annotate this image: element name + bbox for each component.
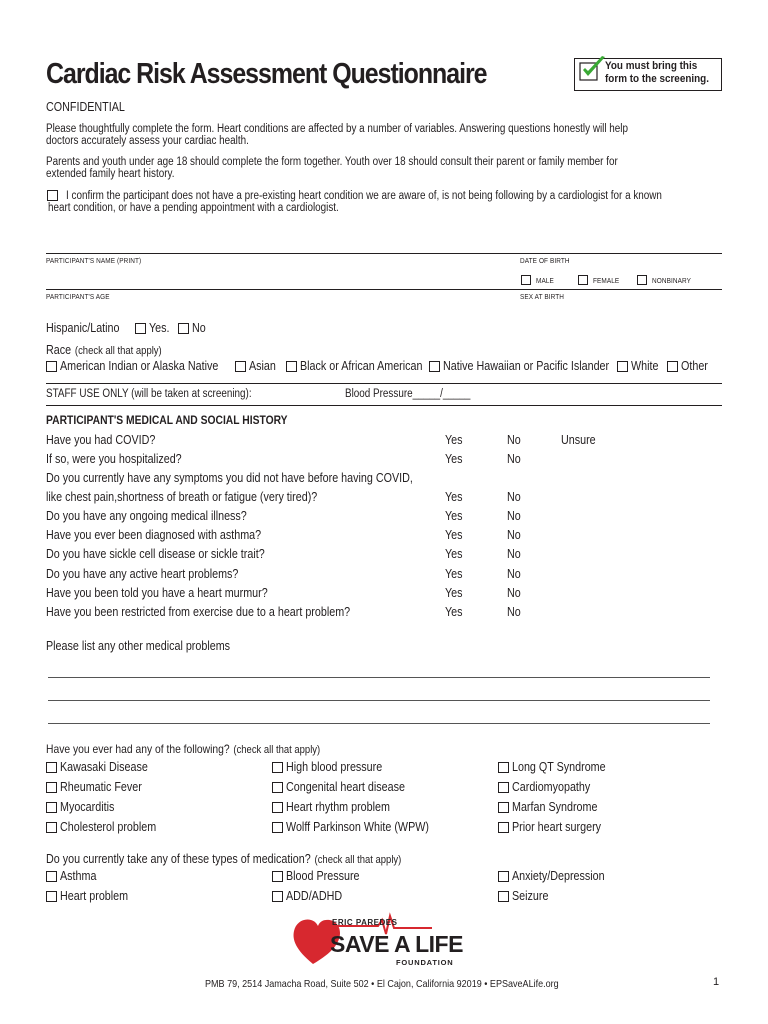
conditions-option[interactable] bbox=[498, 760, 621, 774]
conditions-option[interactable] bbox=[498, 820, 616, 834]
history-question: Do you currently have any symptoms you did not have before having COVID, bbox=[46, 471, 413, 485]
race-white[interactable]: White bbox=[617, 359, 663, 373]
option-label: Anxiety/Depression bbox=[512, 869, 605, 883]
page-title: Cardiac Risk Assessment Questionnaire bbox=[46, 58, 487, 90]
race-other[interactable]: Other bbox=[667, 359, 712, 373]
other-problems-label: Please list any other medical problems bbox=[46, 639, 231, 653]
option-checkbox[interactable] bbox=[272, 822, 283, 833]
history-question: Have you ever been diagnosed with asthma? bbox=[46, 528, 262, 542]
option-checkbox[interactable] bbox=[272, 802, 283, 813]
option-label: Cardiomyopathy bbox=[512, 780, 591, 794]
confirm-statement: I confirm the participant does not have a pre-existing heart condition we are aware of, is not being following by a cardiologist for a known heart condition, or have a pending appointment with a cardiologist. bbox=[47, 190, 662, 214]
conditions-option[interactable] bbox=[498, 800, 611, 814]
race-american-indian[interactable]: American Indian or Alaska Native bbox=[46, 359, 244, 373]
history-question: Have you had COVID? bbox=[46, 433, 156, 447]
option-label: Prior heart surgery bbox=[512, 820, 602, 834]
history-answer-yes[interactable]: Yes bbox=[445, 433, 463, 447]
medication-option[interactable] bbox=[498, 869, 620, 883]
race-pacific-islander[interactable]: Native Hawaiian or Pacific Islander bbox=[429, 359, 636, 373]
history-answer-no[interactable]: No bbox=[507, 567, 521, 581]
option-checkbox[interactable] bbox=[46, 782, 57, 793]
history-answer-no[interactable]: No bbox=[507, 490, 521, 504]
conditions-option[interactable] bbox=[272, 820, 452, 834]
conditions-heading: Have you ever had any of the following? (check all that apply) bbox=[46, 742, 321, 756]
option-label: Marfan Syndrome bbox=[512, 800, 598, 814]
history-question: If so, were you hospitalized? bbox=[46, 452, 182, 466]
name-field-label: PARTICIPANT'S NAME (PRINT) bbox=[46, 256, 142, 265]
history-answer-yes[interactable]: Yes bbox=[445, 605, 463, 619]
option-label: Asthma bbox=[60, 869, 97, 883]
history-answer-no[interactable]: No bbox=[507, 433, 521, 447]
option-label: Blood Pressure bbox=[286, 869, 360, 883]
option-label: Rheumatic Fever bbox=[60, 780, 142, 794]
history-answer-no[interactable]: No bbox=[507, 528, 521, 542]
age-sex-line[interactable] bbox=[46, 289, 722, 290]
medication-option[interactable] bbox=[272, 889, 351, 903]
sex-options: MALE FEMALE NONBINARY bbox=[521, 275, 697, 285]
save-a-life-logo bbox=[292, 912, 482, 968]
option-label: Long QT Syndrome bbox=[512, 760, 606, 774]
option-label: Congenital heart disease bbox=[286, 780, 405, 794]
confirm-checkbox[interactable] bbox=[47, 190, 58, 201]
option-label: Seizure bbox=[512, 889, 549, 903]
conditions-option[interactable] bbox=[46, 760, 162, 774]
footer-address: PMB 79, 2514 Jamacha Road, Suite 502 • El Cajon, California 92019 • EPSaveALife.org bbox=[205, 978, 559, 990]
confidential-label: CONFIDENTIAL bbox=[46, 100, 125, 114]
hispanic-no-checkbox[interactable] bbox=[178, 323, 189, 334]
option-label: High blood pressure bbox=[286, 760, 383, 774]
medication-option[interactable] bbox=[272, 869, 371, 883]
history-answer-unsure[interactable]: Unsure bbox=[561, 433, 596, 447]
logo-top-text: ERIC PAREDES bbox=[332, 918, 398, 927]
history-question: Have you been restricted from exercise due to a heart problem? bbox=[46, 605, 351, 619]
staff-top-rule bbox=[46, 383, 722, 384]
age-field-label: PARTICIPANT'S AGE bbox=[46, 292, 110, 301]
history-answer-yes[interactable]: Yes bbox=[445, 490, 463, 504]
history-question: Do you have sickle cell disease or sickle trait? bbox=[46, 547, 265, 561]
option-label: Cholesterol problem bbox=[60, 820, 157, 834]
conditions-option[interactable] bbox=[272, 780, 424, 794]
history-answer-yes[interactable]: Yes bbox=[445, 547, 463, 561]
option-checkbox[interactable] bbox=[498, 802, 509, 813]
history-question: like chest pain,shortness of breath or fatigue (very tired)? bbox=[46, 490, 318, 504]
sex-nonbinary-checkbox[interactable] bbox=[637, 275, 647, 285]
medication-option[interactable] bbox=[498, 889, 554, 903]
blood-pressure-field[interactable]: Blood Pressure_____/_____ bbox=[345, 388, 471, 400]
history-question: Do you have any active heart problems? bbox=[46, 567, 239, 581]
sex-field-label: SEX AT BIRTH bbox=[520, 292, 565, 301]
hispanic-question: Hispanic/Latino Yes. No bbox=[46, 321, 206, 335]
bring-form-notice bbox=[574, 58, 722, 91]
history-answer-yes[interactable]: Yes bbox=[445, 528, 463, 542]
option-checkbox[interactable] bbox=[498, 891, 509, 902]
option-checkbox[interactable] bbox=[46, 802, 57, 813]
hispanic-yes-checkbox[interactable] bbox=[135, 323, 146, 334]
option-label: Kawasaki Disease bbox=[60, 760, 148, 774]
option-checkbox[interactable] bbox=[46, 762, 57, 773]
history-answer-no[interactable]: No bbox=[507, 547, 521, 561]
history-answer-yes[interactable]: Yes bbox=[445, 509, 463, 523]
option-checkbox[interactable] bbox=[498, 822, 509, 833]
staff-bottom-rule bbox=[46, 405, 722, 406]
history-heading: PARTICIPANT'S MEDICAL AND SOCIAL HISTORY bbox=[46, 413, 288, 427]
race-black[interactable]: Black or African American bbox=[286, 359, 442, 373]
option-checkbox[interactable] bbox=[272, 871, 283, 882]
bring-notice-line2: form to the screening. bbox=[605, 73, 709, 85]
other-problems-line-2[interactable] bbox=[48, 700, 710, 701]
other-problems-line-1[interactable] bbox=[48, 677, 710, 678]
option-checkbox[interactable] bbox=[272, 891, 283, 902]
staff-use-label: STAFF USE ONLY (will be taken at screening): bbox=[46, 388, 252, 400]
option-checkbox[interactable] bbox=[498, 871, 509, 882]
sex-female-checkbox[interactable] bbox=[578, 275, 588, 285]
option-checkbox[interactable] bbox=[46, 822, 57, 833]
dob-field-label: DATE OF BIRTH bbox=[520, 256, 570, 265]
history-answer-no[interactable]: No bbox=[507, 605, 521, 619]
race-asian[interactable]: Asian bbox=[235, 359, 280, 373]
medication-option[interactable] bbox=[46, 869, 102, 883]
option-label: Heart problem bbox=[60, 889, 129, 903]
option-checkbox[interactable] bbox=[46, 871, 57, 882]
logo-main-text: SAVE A LIFE bbox=[330, 931, 463, 957]
other-problems-line-3[interactable] bbox=[48, 723, 710, 724]
sex-male-checkbox[interactable] bbox=[521, 275, 531, 285]
conditions-option[interactable] bbox=[46, 800, 123, 814]
option-label: Myocarditis bbox=[60, 800, 115, 814]
conditions-option[interactable] bbox=[498, 780, 603, 794]
option-checkbox[interactable] bbox=[498, 782, 509, 793]
medication-option[interactable] bbox=[46, 889, 139, 903]
heart-logo-icon bbox=[292, 912, 482, 968]
medication-heading: Do you currently take any of these types of medication? (check all that apply) bbox=[46, 852, 402, 866]
race-heading: Race (check all that apply) bbox=[46, 343, 162, 357]
conditions-option[interactable] bbox=[46, 780, 155, 794]
history-question: Have you been told you have a heart murmur? bbox=[46, 586, 268, 600]
history-answer-yes[interactable]: Yes bbox=[445, 452, 463, 466]
option-label: Wolff Parkinson White (WPW) bbox=[286, 820, 429, 834]
history-answer-no[interactable]: No bbox=[507, 586, 521, 600]
option-label: ADD/ADHD bbox=[286, 889, 343, 903]
history-answer-yes[interactable]: Yes bbox=[445, 586, 463, 600]
history-question: Do you have any ongoing medical illness? bbox=[46, 509, 247, 523]
option-label: Heart rhythm problem bbox=[286, 800, 390, 814]
option-checkbox[interactable] bbox=[46, 891, 57, 902]
history-answer-no[interactable]: No bbox=[507, 452, 521, 466]
history-answer-yes[interactable]: Yes bbox=[445, 567, 463, 581]
intro-paragraph-1: Please thoughtfully complete the form. Heart conditions are affected by a number of variables. Answering questions honestly will help doctors accurately assess your cardiac health. bbox=[46, 123, 629, 147]
bring-notice-line1: You must bring this bbox=[605, 60, 698, 72]
page-number: 1 bbox=[713, 976, 720, 988]
intro-paragraph-2: Parents and youth under age 18 should complete the form together. Youth over 18 should consult their parent or family member for extended family heart history. bbox=[46, 156, 618, 180]
logo-bottom-text: FOUNDATION bbox=[396, 958, 454, 967]
option-checkbox[interactable] bbox=[272, 762, 283, 773]
conditions-option[interactable] bbox=[46, 820, 172, 834]
history-answer-no[interactable]: No bbox=[507, 509, 521, 523]
name-dob-line[interactable] bbox=[46, 253, 722, 254]
option-checkbox[interactable] bbox=[272, 782, 283, 793]
conditions-option[interactable] bbox=[272, 760, 398, 774]
option-checkbox[interactable] bbox=[498, 762, 509, 773]
conditions-option[interactable] bbox=[272, 800, 407, 814]
